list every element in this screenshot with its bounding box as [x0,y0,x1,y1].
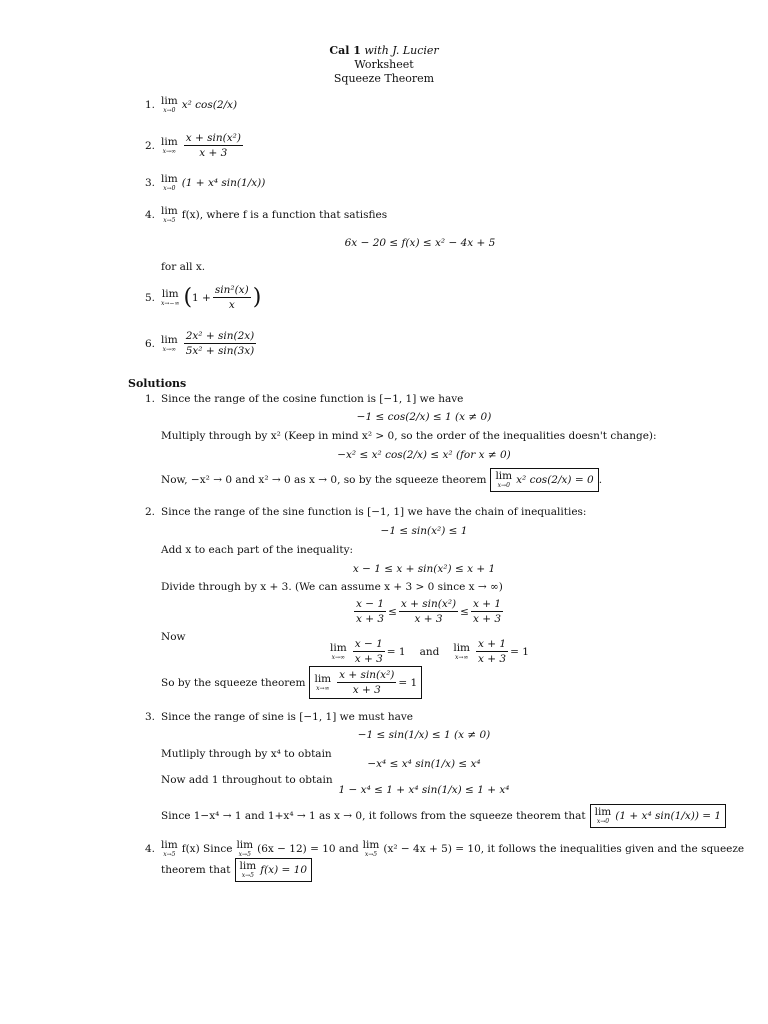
solution-3-eq3: 1 − x⁴ ≤ 1 + x⁴ sin(1/x) ≤ 1 + x⁴ [338,784,510,796]
solution-3-text2: Mutliply through by x⁴ to obtain [161,748,332,760]
solution-2-conclusion: So by the squeeze theorem lim x→∞ $\frac{\text{x + sin(x²)}}{x + 3}$ = 1 [161,666,422,699]
solution-2-eq1: −1 ≤ sin(x²) ≤ 1 [380,525,468,537]
course-title: Cal 1 with J. Lucier [329,44,439,57]
problem-3: 3. lim x→0 (1 + x⁴ sin(1/x)) [145,173,266,192]
solution-1-answer-box: lim x→0 x² cos(2/x) = 0 [490,468,598,492]
solution-3-answer-box: lim x→0 (1 + x⁴ sin(1/x)) = 1 [590,804,727,828]
solution-3-eq1: −1 ≤ sin(1/x) ≤ 1 (x ≠ 0) [357,729,491,741]
solution-1-text2: Multiply through by x² (Keep in mind x² > 0, so the order of the inequalities doesn't change): [161,430,657,442]
problem-6: 6. lim x→∞ $\frac{\text{2x² + sin(2x)}}{\text{5x² + sin(3x)}}$ [145,330,255,357]
solution-2-now: Now [161,631,186,643]
solution-2-text2: Add x to each part of the inequality: [161,544,354,556]
topic-title: Squeeze Theorem [333,72,435,85]
problem-4-forall: for all x. [161,261,206,273]
worksheet-header [0,44,768,86]
solution-3-text3: Now add 1 throughout to obtain [161,774,333,786]
problem-4: 4. lim x→5 f(x), where f is a function that satisfies [145,205,388,224]
solution-1-eq2: −x² ≤ x² cos(2/x) ≤ x² (for x ≠ 0) [337,449,511,461]
solution-2-answer-box: lim x→∞ $\frac{\text{x + sin(x²)}}{x + 3}$ = 1 [309,666,422,699]
solution-2-limits: lim x→∞ $\frac{x - 1}{x + 3}$ = 1 and lim x→∞ $\frac{x + 1}{x + 3}$ = 1 [330,638,529,665]
solution-3-eq2: −x⁴ ≤ x⁴ sin(1/x) ≤ x⁴ [367,758,481,770]
solution-1-intro: 1. Since the range of the cosine function is [−1, 1] we have [145,393,464,405]
solution-4-intro: 4. lim x→5 f(x) Since lim x→5 (6x − 12) = 10 and lim x→5 (x² − 4x + 5) = 10, it follows the inequalities given and the squeeze [145,839,745,858]
solutions-heading: Solutions [128,377,187,390]
solution-4-answer-box: lim x→5 f(x) = 10 [235,858,313,882]
solution-4-conclusion: theorem that lim x→5 f(x) = 10 [161,858,312,882]
problem-1: 1. lim x→0 x² cos(2/x) [145,95,238,114]
solution-2-intro: 2. Since the range of the sine function is [−1, 1] we have the chain of inequalities: [145,506,587,518]
solution-2-text3: Divide through by x + 3. (We can assume x + 3 > 0 since x → ∞) [161,581,503,593]
solution-1-conclusion: Now, −x² → 0 and x² → 0 as x → 0, so by the squeeze theorem lim x→0 x² cos(2/x) = 0 . [161,468,602,492]
solution-3-intro: 3. Since the range of sine is [−1, 1] we must have [145,711,414,723]
problem-2: 2. lim x→∞ $\frac{\text{x + sin(x²)}}{x + 3}$ [145,132,241,159]
worksheet-label: Worksheet [354,58,414,71]
solution-1-eq1: −1 ≤ cos(2/x) ≤ 1 (x ≠ 0) [356,411,492,423]
problem-5: 5. lim x→−∞ ( 1 + $\frac{\text{sin²(x)}}{x}$ ) [145,284,262,311]
solution-3-conclusion: Since 1−x⁴ → 1 and 1+x⁴ → 1 as x → 0, it follows from the squeeze theorem that lim x→0 (1 + x⁴ sin(1/x)) = 1 [161,804,726,828]
solution-2-eq2: x − 1 ≤ x + sin(x²) ≤ x + 1 [352,563,496,575]
solution-2-fraction-chain: $\frac{x - 1}{x + 3}$ ≤ $\frac{\text{x + sin(x²)}}{x + 3}$ ≤ $\frac{x + 1}{x + 3}$ [356,598,502,625]
problem-4-inequality: 6x − 20 ≤ f(x) ≤ x² − 4x + 5 [344,237,496,249]
